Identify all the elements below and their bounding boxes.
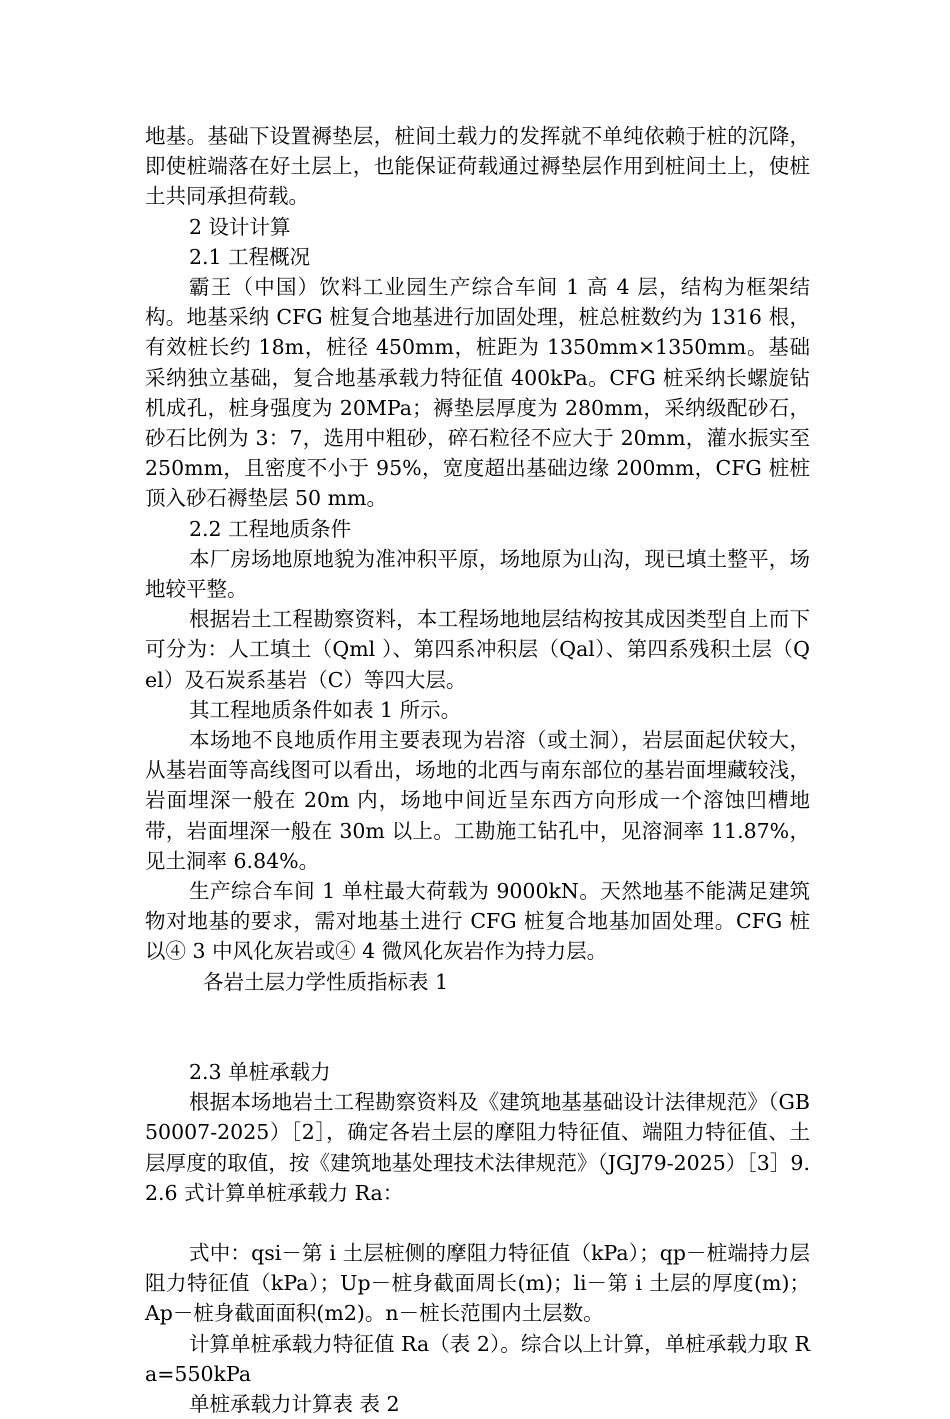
table2-caption: 单桩承载力计算表 表 2 — [189, 1391, 400, 1416]
subsection-heading-geology: 2.2 工程地质条件 — [189, 516, 352, 541]
paragraph-site-landform: 本厂房场地原地貌为准冲积平原，场地原为山沟，现已填土整平，场地较平整。 — [145, 546, 810, 602]
paragraph-max-load: 生产综合车间 1 单柱最大荷载为 9000kN。天然地基不能满足建筑物对地基的要求，需对地基土进行 CFG 桩复合地基加固处理。CFG 桩以④ 3 中风化灰岩或④ 4 微风化灰岩作为持力层。 — [145, 879, 810, 964]
subsection-heading-project-overview: 2.1 工程概况 — [189, 244, 311, 269]
table1-placeholder — [145, 997, 810, 1057]
paragraph-capacity-basis: 根据本场地岩土工程勘察资料及《建筑地基基础设计法律规范》（GB50007-2025）［2］，确定各岩土层的摩阻力特征值、端阻力特征值、土层厚度的取值，按《建筑地基处理技术法律规范》（JGJ79-2025）［3］9.2.6 式计算单桩承载力 Ra： — [145, 1090, 810, 1205]
paragraph-table1-reference: 其工程地质条件如表 1 所示。 — [189, 697, 462, 722]
paragraph-strata: 根据岩土工程勘察资料，本工程场地地层结构按其成因类型自上而下可分为：人工填土（Qml ）、第四系冲积层（Qal）、第四系残积土层（Qel）及石炭系基岩（C）等四大层。 — [145, 607, 810, 692]
table1-caption: 各岩土层力学性质指标表 1 — [203, 969, 449, 994]
paragraph-project-overview: 霸王（中国）饮料工业园生产综合车间 1 高 4 层，结构为框架结构。地基采纳 CFG 桩复合地基进行加固处理，桩总桩数约为 1316 根，有效桩长约 18m，桩径 450mm，桩距为 1350mm×1350mm。基础采纳独立基础，复合地基承载力特征值 400kPa。CFG 桩采纳长螺旋钻机成孔，桩身强度为 20MPa；褥垫层厚度为 280mm，采纳级配砂石，砂石比例为 3：7，选用中粗砂，碎石粒径不应大于 20mm，灌水振实至 250mm，且密度不小于 95%，宽度超出基础边缘 200mm，CFG 桩桩顶入砂石褥垫层 50 mm。 — [145, 275, 810, 511]
paragraph-foundation-intro: 地基。基础下设置褥垫层，桩间土载力的发挥就不单纯依赖于桩的沉降，即使桩端落在好土层上，也能保证荷载通过褥垫层作用到桩间土上，使桩土共同承担荷载。 — [145, 124, 810, 209]
section-heading-design-calculation: 2 设计计算 — [189, 214, 291, 239]
formula-placeholder — [145, 1208, 810, 1238]
paragraph-karst: 本场地不良地质作用主要表现为岩溶（或土洞），岩层面起伏较大，从基岩面等高线图可以看出，场地的北西与南东部位的基岩面埋藏较浅，岩面埋深一般在 20m 内，场地中间近呈东西方向形成一个溶蚀凹槽地带，岩面埋深一般在 30m 以上。工勘施工钻孔中，见溶洞率 11.87%，见土洞率 6.84%。 — [145, 728, 810, 873]
paragraph-capacity-result: 计算单桩承载力特征值 Ra（表 2）。综合以上计算，单桩承载力取 Ra=550kPa — [145, 1331, 810, 1386]
paragraph-formula-symbols: 式中：qsi－第 i 土层桩侧的摩阻力特征值（kPa）；qp－桩端持力层阻力特征值（kPa）；Up－桩身截面周长(m)；li－第 i 土层的厚度(m)；Ap－桩身截面面积(m2)。n－桩长范围内土层数。 — [145, 1240, 810, 1326]
subsection-heading-single-pile-capacity: 2.3 单桩承载力 — [189, 1059, 331, 1084]
document-body — [145, 121, 810, 1419]
